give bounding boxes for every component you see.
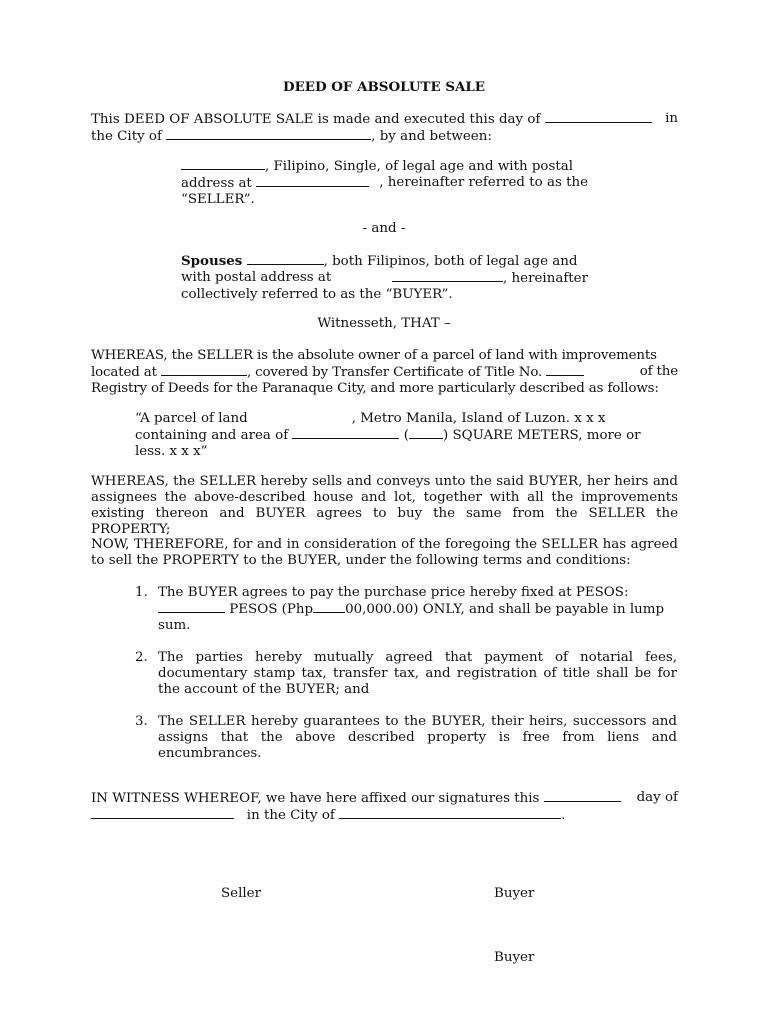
location-blank [161, 364, 247, 376]
price-number-blank [313, 601, 345, 613]
term-number: 2. [135, 650, 148, 665]
term-number: 3. [135, 714, 148, 729]
term-item [135, 650, 677, 698]
intro-line-2 [91, 128, 678, 145]
tct-number-blank [546, 364, 584, 376]
term-1-line-2 [158, 601, 677, 618]
intro-line-1 [91, 111, 678, 128]
intro-city-label: the City of [91, 129, 162, 144]
property-line-3: less. x x x” [135, 444, 208, 459]
seller-designation: “SELLER”. [181, 192, 255, 207]
intro-in-text: in [665, 111, 678, 126]
property-line-2 [135, 427, 645, 444]
area-number-blank [409, 427, 443, 439]
seller-text: , Filipino, Single, of legal age and with postal [265, 159, 573, 174]
buyer-signature-label: Buyer [494, 886, 535, 901]
php-label: PESOS (Php [229, 602, 314, 617]
of-the-text: of the [639, 364, 678, 379]
whereas-clause-1 [91, 348, 678, 397]
term-item [135, 585, 677, 634]
term-2-text: The parties hereby mutually agreed that payment of notarial fees, documentary stamp tax, transfer tax, and registration of title shall be for the account of the BUYER; and [158, 650, 677, 697]
buyer-address-label: with postal address at [181, 270, 332, 285]
price-amount-text: 00,000.00) ONLY, and shall be payable in lump [345, 602, 665, 617]
property-line-1 [135, 411, 645, 427]
terms-list [135, 585, 677, 762]
seller-line-1 [181, 158, 588, 175]
spouses-label: Spouses [181, 253, 243, 269]
buyer-line-2 [181, 270, 588, 287]
intro-by-between: , by and between: [371, 129, 492, 144]
buyer-signature-label-2: Buyer [494, 950, 535, 965]
intro-paragraph [91, 111, 678, 145]
day-of-text: day of [636, 790, 678, 805]
seller-name-blank [181, 158, 265, 170]
whereas-clause-2: WHEREAS, the SELLER hereby sells and conveys unto the said BUYER, her heirs and assignees the above-described house and lot, together with all the improvements existing thereon and BUYER agrees to buy the same from the SELLER the PROPERTY; [91, 474, 678, 537]
seller-party-block [181, 158, 588, 208]
located-label: located at [91, 365, 157, 380]
seller-hereinafter: , hereinafter referred to as the [379, 175, 588, 190]
term-1-line-1: The BUYER agrees to pay the purchase price hereby fixed at PESOS: [158, 585, 629, 600]
witnesseth-heading: Witnesseth, THAT – [317, 316, 451, 331]
witness-day-blank [544, 790, 621, 802]
term-1-line-3: sum. [158, 618, 191, 633]
whereas-1-line-2 [91, 364, 678, 381]
parcel-location-text: , Metro Manila, Island of Luzon. x x x [351, 411, 606, 426]
intro-text: This DEED OF ABSOLUTE SALE is made and executed this day of [91, 112, 541, 127]
whereas-1-line-1: WHEREAS, the SELLER is the absolute owner of a parcel of land with improvements [91, 348, 657, 363]
whereas-1-line-3: Registry of Deeds for the Paranaque City, and more particularly described as follows: [91, 381, 659, 396]
witness-line-1 [91, 790, 678, 807]
term-number: 1. [135, 585, 148, 600]
area-label: containing and area of [135, 428, 289, 443]
price-words-blank [158, 601, 225, 613]
tct-text: , covered by Transfer Certificate of Title No. [246, 365, 543, 380]
area-words-blank [292, 427, 399, 439]
witness-text: IN WITNESS WHEREOF, we have here affixed our signatures this [91, 791, 540, 806]
city-blank [166, 128, 371, 140]
property-description [135, 411, 645, 460]
witness-line-2 [91, 807, 678, 824]
term-item [135, 714, 677, 762]
now-therefore-clause: NOW, THEREFORE, for and in consideration of the foregoing the SELLER has agreed to sell the PROPERTY to the BUYER, under the following terms and conditions: [91, 537, 678, 568]
date-blank [545, 111, 652, 123]
document-title: DEED OF ABSOLUTE SALE [282, 79, 486, 95]
term-3-text: The SELLER hereby guarantees to the BUYER, their heirs, successors and assigns that the above described property is free from liens and encumbrances. [158, 714, 677, 761]
seller-line-2 [181, 175, 588, 192]
area-open-paren: ( [403, 428, 409, 443]
buyer-name-blank [247, 253, 324, 265]
buyer-hereinafter: , hereinafter [503, 271, 588, 286]
and-separator: - and - [362, 221, 406, 236]
seller-address-label: address at [181, 176, 252, 191]
seller-address-blank [256, 175, 369, 187]
witness-period: . [561, 808, 566, 823]
witness-month-blank [91, 807, 234, 819]
buyer-address-blank [392, 270, 503, 282]
seller-signature-label: Seller [221, 886, 261, 901]
witness-clause [91, 790, 678, 824]
buyer-party-block [181, 253, 588, 303]
area-unit-text: ) SQUARE METERS, more or [442, 428, 641, 443]
buyer-line-1 [181, 253, 588, 270]
parcel-label: “A parcel of land [135, 411, 248, 426]
buyer-text: , both Filipinos, both of legal age and [323, 254, 578, 269]
buyer-designation: collectively referred to as the “BUYER”. [181, 287, 453, 302]
witness-city-blank [339, 807, 561, 819]
witness-city-label: in the City of [246, 808, 335, 823]
